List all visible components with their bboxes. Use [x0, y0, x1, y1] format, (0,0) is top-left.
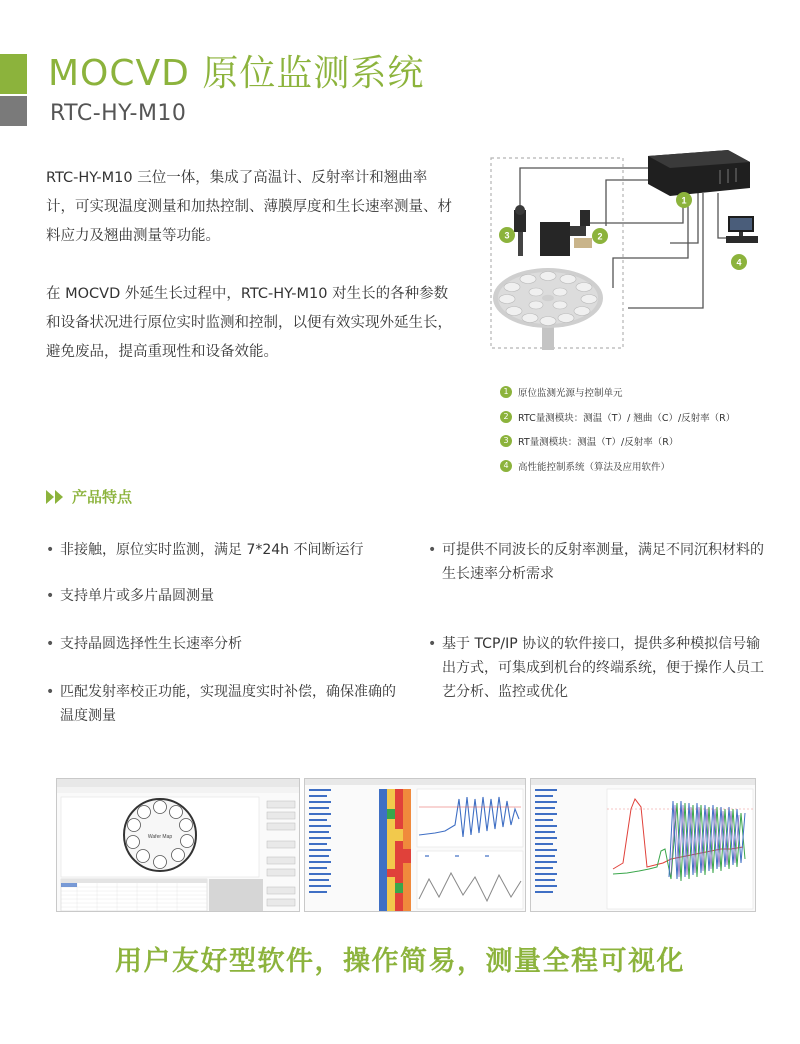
curves-ui [305, 779, 526, 912]
legend-badge: 3 [500, 435, 512, 447]
feature-item: • 基于 TCP/IP 协议的软件接口，提供多种模拟信号输出方式，可集成到机台的终端系统，便于操作人员工艺分析、监控或优化 [428, 632, 768, 704]
legend-badge: 2 [500, 411, 512, 423]
multiseries-ui [531, 779, 756, 912]
system-diagram [488, 148, 778, 378]
badge-1-label: 1 [681, 195, 687, 206]
sidebar-list [535, 789, 557, 893]
wafer-carrier [493, 268, 603, 350]
page-title: MOCVD 原位监测系统 [48, 53, 425, 94]
side-controls [267, 801, 295, 906]
rtc-module-device [540, 210, 592, 256]
legend-badge: 4 [500, 460, 512, 472]
header-accent-bar [0, 54, 27, 94]
screenshot-multiseries [530, 778, 756, 912]
features-title: 产品特点 [72, 488, 133, 506]
page-subtitle: RTC-HY-M10 [50, 101, 187, 126]
sidebar-list [309, 789, 331, 893]
feature-item: • 非接触，原位实时监测，满足 7*24h 不间断运行 [46, 538, 426, 562]
header-gray-bar [0, 96, 27, 126]
legend-text: 原位监测光源与控制单元 [518, 388, 623, 400]
software-screenshots [56, 778, 756, 912]
features-heading [46, 487, 132, 507]
feature-item: • 支持单片或多片晶圆测量 [46, 584, 426, 608]
legend-text: RTC量测模块：测温（T）/ 翘曲（C）/反射率（R） [518, 412, 736, 424]
legend-badge: 1 [500, 386, 512, 398]
legend-item [500, 454, 790, 479]
tagline: 用户友好型软件，操作简易，测量全程可视化 [115, 946, 685, 977]
screenshot-wafer-map [56, 778, 300, 912]
wafer-map-ui [57, 779, 300, 912]
screenshot-curves [304, 778, 526, 912]
feature-item: • 匹配发射率校正功能，实现温度实时补偿，确保准确的温度测量 [46, 680, 408, 728]
intro-paragraph-1: RTC-HY-M10 三位一体，集成了高温计、反射率计和翘曲率计，可实现温度测量和加热控制、薄膜厚度和生长速率测量、材料应力及翘曲测量等功能。 [46, 170, 452, 244]
heatmap-strip [379, 789, 411, 911]
feature-item: • 可提供不同波长的反射率测量，满足不同沉积材料的生长速率分析需求 [428, 538, 768, 586]
legend-item [500, 380, 790, 405]
legend-item [500, 429, 790, 454]
badge-3-label: 3 [504, 230, 510, 241]
legend-item [500, 405, 790, 430]
intro-text [46, 164, 456, 396]
double-chevron-icon [46, 490, 64, 504]
data-table [61, 879, 263, 911]
feature-item: • 支持晶圆选择性生长速率分析 [46, 632, 426, 656]
wafer-map-label: Wafer Map [147, 834, 173, 840]
intro-paragraph-2: 在 MOCVD 外延生长过程中，RTC-HY-M10 对生长的各种参数和设备状况进行原位实时监测和控制，以便有效实现外延生长，避免废品，提高重现性和设备效能。 [46, 286, 452, 360]
control-unit-device [648, 150, 750, 196]
badge-2-label: 2 [597, 231, 603, 242]
badge-4-label: 4 [736, 257, 742, 268]
legend-text: RT量测模块：测温（T）/反射率（R） [518, 437, 679, 449]
rt-module-device [514, 205, 526, 256]
diagram-legend [500, 380, 790, 478]
legend-text: 高性能控制系统（算法及应用软件） [518, 461, 671, 473]
control-pc-device [726, 216, 758, 243]
